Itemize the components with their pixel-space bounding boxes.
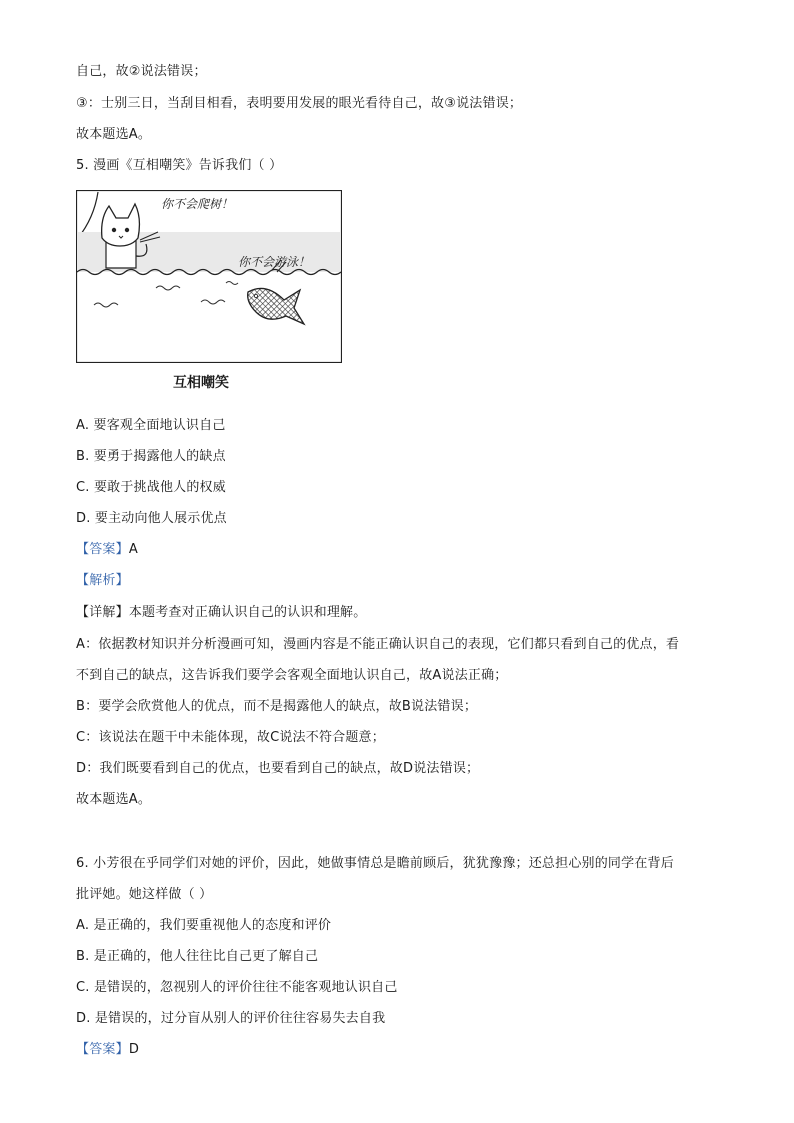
- explanation-line: 不到自己的缺点，这告诉我们要学会客观全面地认识自己，故A说法正确；: [76, 668, 508, 683]
- option-a: A. 要客观全面地认识自己: [76, 418, 226, 433]
- text-line: 自己，故②说法错误；: [76, 64, 207, 79]
- explanation-line: A：依据教材知识并分析漫画可知，漫画内容是不能正确认识自己的表现，它们都只看到自己的优点，看: [76, 637, 680, 652]
- cat-speech: 你不会爬树！: [161, 197, 234, 211]
- question-6-stem: 批评她。她这样做（ ）: [76, 887, 213, 902]
- option-b: B. 是正确的，他人往往比自己更了解自己: [76, 949, 319, 964]
- detail-intro: 本题考查对正确认识自己的认识和理解。: [128, 605, 367, 620]
- option-d: D. 要主动向他人展示优点: [76, 511, 227, 526]
- answer-label: 【答案】: [76, 1042, 129, 1057]
- answer-row: [76, 1041, 139, 1059]
- explanation-line: D：我们既要看到自己的优点，也要看到自己的缺点，故D说法错误；: [76, 761, 480, 776]
- text-line: ③：士别三日，当刮目相看，表明要用发展的眼光看待自己，故③说法错误；: [76, 96, 523, 111]
- explanation-line: B：要学会欣赏他人的优点，而不是揭露他人的缺点，故B说法错误；: [76, 699, 478, 714]
- option-d: D. 是错误的，过分盲从别人的评价往往容易失去自我: [76, 1011, 386, 1026]
- option-c: C. 要敢于挑战他人的权威: [76, 480, 226, 495]
- option-b: B. 要勇于揭露他人的缺点: [76, 449, 226, 464]
- answer-value: D: [128, 1042, 140, 1057]
- text-line: 故本题选A。: [76, 127, 152, 142]
- analysis-label: 【解析】: [76, 573, 129, 588]
- cartoon-caption: 互相嘲笑: [173, 375, 229, 391]
- question-6-stem: 6. 小芳很在乎同学们对她的评价，因此，她做事情总是瞻前顾后，犹犹豫豫；还总担心别的同学在背后: [76, 856, 674, 871]
- answer-row: [76, 541, 138, 559]
- answer-value: A: [128, 542, 138, 557]
- explanation-line: 故本题选A。: [76, 792, 152, 807]
- question-5-stem: 5. 漫画《互相嘲笑》告诉我们（ ）: [76, 158, 283, 173]
- option-a: A. 是正确的，我们要重视他人的态度和评价: [76, 918, 332, 933]
- cartoon-image: [76, 190, 342, 363]
- detail-row: [76, 604, 366, 622]
- fish-speech: 你不会游泳！: [238, 255, 311, 269]
- answer-label: 【答案】: [76, 542, 129, 557]
- explanation-line: C：该说法在题干中未能体现，故C说法不符合题意；: [76, 730, 385, 745]
- option-c: C. 是错误的，忽视别人的评价往往不能客观地认识自己: [76, 980, 398, 995]
- detail-label: 【详解】: [76, 605, 129, 620]
